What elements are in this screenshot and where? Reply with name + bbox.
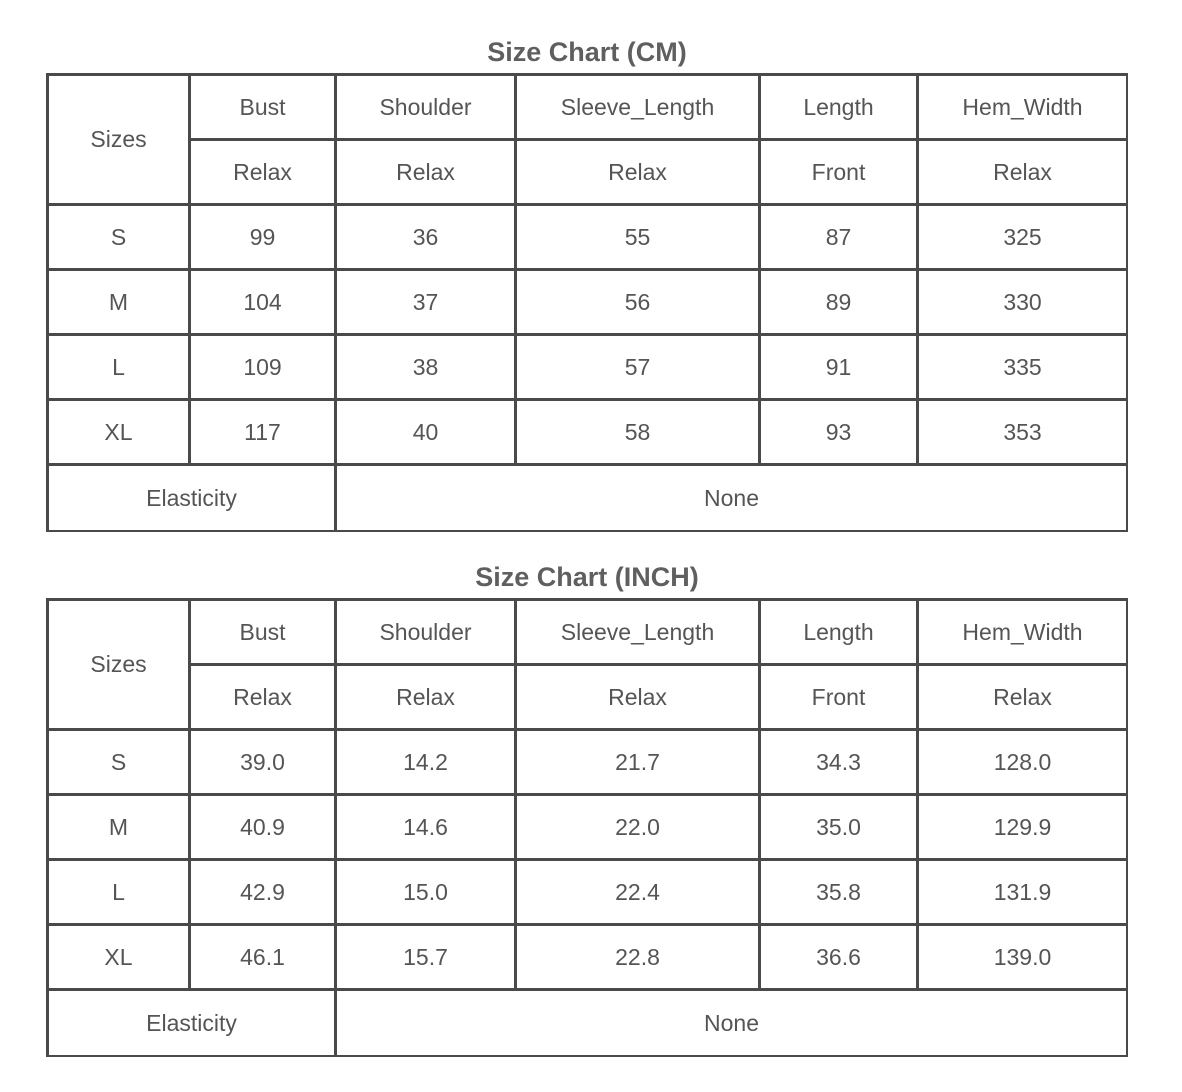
value-cell: 40.9 (191, 796, 337, 861)
value-cell: 35.8 (761, 861, 919, 926)
column-header-length: Length (761, 76, 919, 141)
elasticity-value: None (337, 466, 1127, 531)
table-row (49, 731, 1127, 796)
table-row (49, 206, 1127, 271)
value-cell: 35.0 (761, 796, 919, 861)
value-cell: 353 (919, 401, 1127, 466)
value-cell: 91 (761, 336, 919, 401)
value-cell: 131.9 (919, 861, 1127, 926)
size-label: XL (49, 926, 191, 991)
value-cell: 36.6 (761, 926, 919, 991)
value-cell: 128.0 (919, 731, 1127, 796)
value-cell: 56 (517, 271, 761, 336)
subheader-shoulder: Relax (337, 666, 517, 731)
value-cell: 99 (191, 206, 337, 271)
elasticity-label: Elasticity (49, 991, 337, 1056)
table-row (49, 796, 1127, 861)
value-cell: 109 (191, 336, 337, 401)
sizes-header: Sizes (49, 601, 191, 731)
value-cell: 37 (337, 271, 517, 336)
subheader-shoulder: Relax (337, 141, 517, 206)
column-header-length: Length (761, 601, 919, 666)
value-cell: 42.9 (191, 861, 337, 926)
value-cell: 330 (919, 271, 1127, 336)
table-row (49, 336, 1127, 401)
table-row (49, 861, 1127, 926)
table-row (49, 271, 1127, 336)
size-label: L (49, 861, 191, 926)
elasticity-row (49, 991, 1127, 1056)
column-header-sleeve-length: Sleeve_Length (517, 76, 761, 141)
value-cell: 117 (191, 401, 337, 466)
value-cell: 46.1 (191, 926, 337, 991)
subheader-row (49, 141, 1127, 206)
column-header-bust: Bust (191, 76, 337, 141)
table-row (49, 926, 1127, 991)
subheader-sleeve-length: Relax (517, 141, 761, 206)
subheader-length: Front (761, 666, 919, 731)
elasticity-row (49, 466, 1127, 531)
value-cell: 34.3 (761, 731, 919, 796)
value-cell: 40 (337, 401, 517, 466)
value-cell: 55 (517, 206, 761, 271)
value-cell: 335 (919, 336, 1127, 401)
value-cell: 36 (337, 206, 517, 271)
size-label: M (49, 271, 191, 336)
elasticity-label: Elasticity (49, 466, 337, 531)
value-cell: 58 (517, 401, 761, 466)
column-header-bust: Bust (191, 601, 337, 666)
value-cell: 38 (337, 336, 517, 401)
column-header-shoulder: Shoulder (337, 76, 517, 141)
subheader-hem-width: Relax (919, 666, 1127, 731)
value-cell: 129.9 (919, 796, 1127, 861)
subheader-length: Front (761, 141, 919, 206)
size-label: L (49, 336, 191, 401)
size-chart-inch-title: Size Chart (INCH) (475, 562, 699, 592)
value-cell: 87 (761, 206, 919, 271)
subheader-bust: Relax (191, 666, 337, 731)
column-header-hem-width: Hem_Width (919, 76, 1127, 141)
value-cell: 57 (517, 336, 761, 401)
size-chart-cm-title: Size Chart (CM) (487, 37, 687, 67)
size-label: M (49, 796, 191, 861)
value-cell: 15.0 (337, 861, 517, 926)
value-cell: 14.2 (337, 731, 517, 796)
value-cell: 39.0 (191, 731, 337, 796)
value-cell: 89 (761, 271, 919, 336)
column-header-hem-width: Hem_Width (919, 601, 1127, 666)
value-cell: 139.0 (919, 926, 1127, 991)
column-header-shoulder: Shoulder (337, 601, 517, 666)
value-cell: 22.8 (517, 926, 761, 991)
value-cell: 22.4 (517, 861, 761, 926)
subheader-row (49, 666, 1127, 731)
value-cell: 22.0 (517, 796, 761, 861)
table-row (49, 401, 1127, 466)
header-row (49, 76, 1127, 141)
subheader-hem-width: Relax (919, 141, 1127, 206)
value-cell: 93 (761, 401, 919, 466)
value-cell: 104 (191, 271, 337, 336)
column-header-sleeve-length: Sleeve_Length (517, 601, 761, 666)
header-row (49, 601, 1127, 666)
value-cell: 14.6 (337, 796, 517, 861)
subheader-bust: Relax (191, 141, 337, 206)
size-label: XL (49, 401, 191, 466)
value-cell: 15.7 (337, 926, 517, 991)
size-label: S (49, 206, 191, 271)
size-chart-cm-table (46, 73, 1128, 532)
elasticity-value: None (337, 991, 1127, 1056)
sizes-header: Sizes (49, 76, 191, 206)
value-cell: 21.7 (517, 731, 761, 796)
subheader-sleeve-length: Relax (517, 666, 761, 731)
value-cell: 325 (919, 206, 1127, 271)
size-label: S (49, 731, 191, 796)
size-chart-inch-table (46, 598, 1128, 1057)
